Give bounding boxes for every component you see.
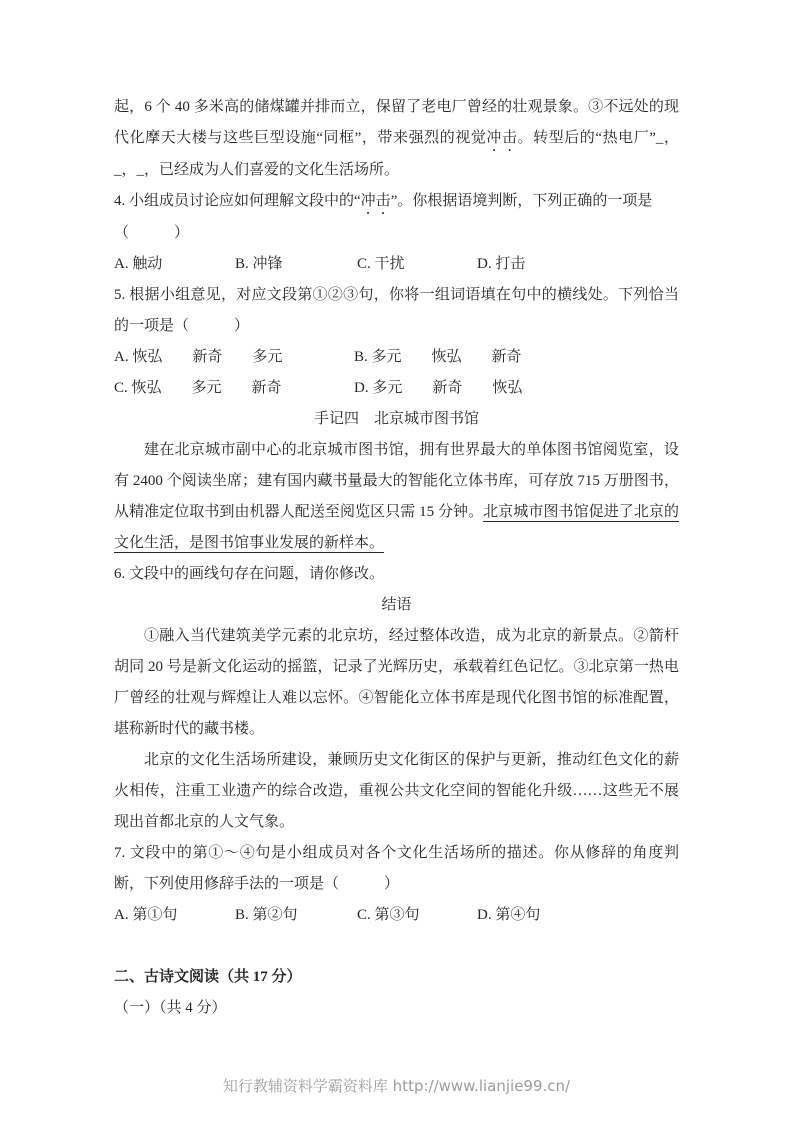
conclusion-paragraph: ①融入当代建筑美学元素的北京坊，经过整体改造，成为北京的新景点。②箭杆胡同 20 号是新文化运动的摇篮，记录了光辉历史，承载着红色记忆。③北京第一热电厂曾经的壮观与辉煌让人难以忘怀。④智能化立体书库是现代化图书馆的标准配置，堪称新时代的藏书楼。: [114, 628, 679, 737]
q7-stem: 7. 文段中的第①～④句是小组成员对各个文化生活场所的描述。你从修辞的角度判断，下列使用修辞手法的一项是（ ）: [114, 845, 679, 892]
q4-option-a: A. 触动: [114, 256, 163, 272]
watermark-text: 知行教辅资料学霸资料库 http://www.lianjie99.cn/: [222, 1077, 571, 1095]
q5-options-row1: [114, 342, 679, 373]
q4-emphasized-word: 冲击: [360, 193, 391, 209]
q5-option-d: D. 多元 新奇 恢弘: [354, 380, 523, 396]
q5-option-c: C. 恢弘 多元 新奇: [114, 380, 282, 396]
q4-stem-pre: 4. 小组成员讨论应如何理解文段中的“: [114, 193, 361, 209]
q4-stem-post: ”。你根据语境判断，下列正确的一项是: [390, 193, 653, 209]
q5-options-row2: [114, 373, 679, 404]
conclusion-heading: 结语: [381, 597, 412, 613]
q5-stem: 5. 根据小组意见，对应文段第①②③句，你将一组词语填在句中的横线处。下列恰当的一项是（ ）: [114, 287, 679, 334]
note4-heading: 手记四 北京城市图书馆: [313, 411, 479, 427]
q4-options: [114, 249, 679, 280]
q4-option-c: C. 干扰: [357, 256, 405, 272]
q6-stem: 6. 文段中的画线句存在问题，请你修改。: [114, 566, 385, 582]
q4-option-d: D. 打击: [477, 256, 526, 272]
section2-heading: 二、古诗文阅读（共 17 分）: [114, 969, 302, 985]
q4-stem: [114, 186, 679, 218]
watermark-footer: [0, 1075, 793, 1096]
intro-text-end: 。转型后的“热电厂”_，_，_，已经成为人们喜爱的文化生活场所。: [114, 130, 679, 178]
exam-content: [114, 92, 679, 1024]
q7-options: [114, 900, 679, 931]
q7-option-d: D. 第④句: [477, 907, 541, 923]
library-underlined-sentence: 北京城市图书馆促进了北京的文化生活，是图书馆事业发展的新样本。: [114, 504, 679, 551]
q7-option-a: A. 第①句: [114, 907, 178, 923]
q4-option-b: B. 冲锋: [235, 256, 283, 272]
summary-paragraph: 北京的文化生活场所建设，兼顾历史文化街区的保护与更新，推动红色文化的薪火相传，注重工业遗产的综合改造，重视公共文化空间的智能化升级……这些无不展现出首都北京的人文气象。: [114, 752, 679, 830]
library-paragraph: [114, 435, 679, 559]
q5-option-a: A. 恢弘 新奇 多元: [114, 349, 283, 365]
intro-emphasized-word: 冲击: [486, 130, 518, 146]
q7-option-b: B. 第②句: [235, 907, 298, 923]
q4-answer-paren: （ ）: [114, 225, 190, 241]
section2-part1-label: （一）（共 4 分）: [114, 1000, 227, 1016]
q7-option-c: C. 第③句: [357, 907, 420, 923]
q5-option-b: B. 多元 恢弘 新奇: [354, 349, 522, 365]
library-text: 建在北京城市副中心的北京城市图书馆，拥有世界最大的单体图书馆阅览室，设有 2400 个阅读坐席；建有国内藏书量最大的智能化立体书库，可存放 715 万册图书，从精准定位取书到由机器人配送至阅览区只需 15 分钟。: [114, 442, 679, 520]
intro-text-start: 起，6 个 40 多米高的储煤罐并排而立，保留了老电厂曾经的壮观景象。③不远处的现代化摩天大楼与这些巨型设施“同框”，带来强烈的视觉: [114, 99, 679, 146]
intro-paragraph: [114, 92, 679, 186]
